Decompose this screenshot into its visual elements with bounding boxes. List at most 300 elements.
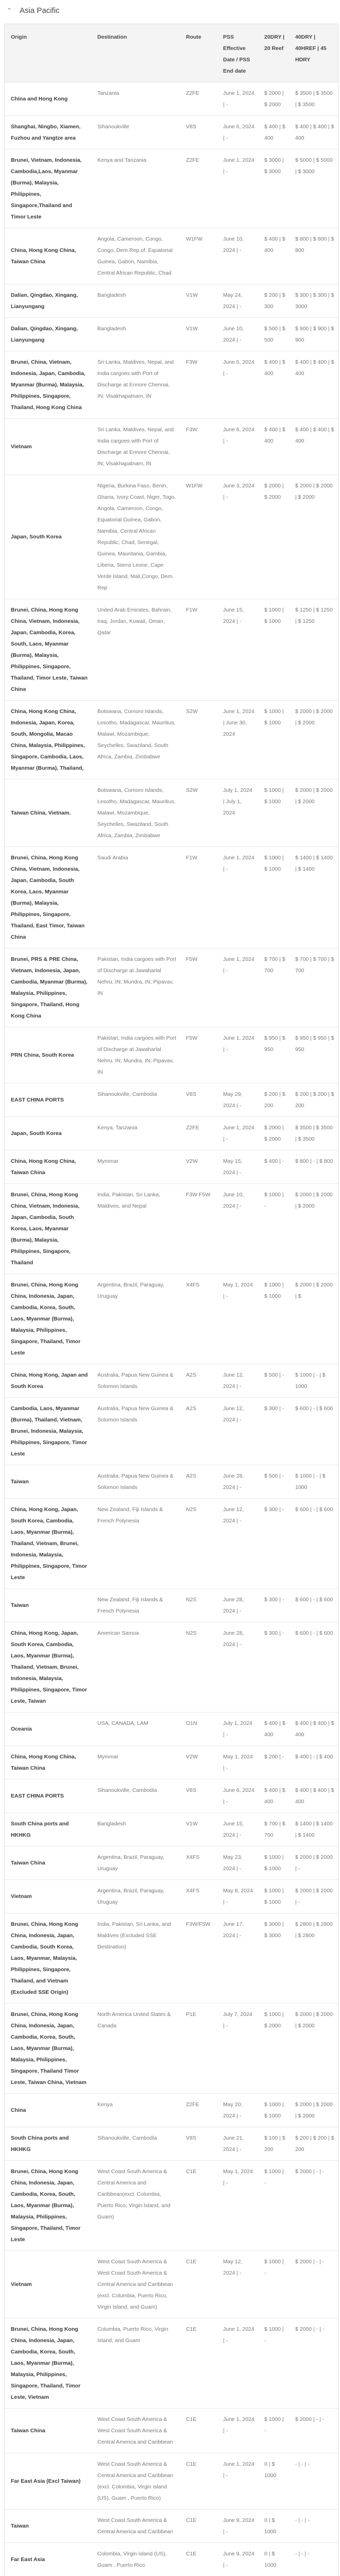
- cell-20dry: $ 300 | -: [258, 1499, 289, 1589]
- cell-20dry: $ 1000 | $ 2000: [258, 2004, 289, 2094]
- cell-route: A2S: [180, 1398, 217, 1465]
- cell-destination: Mymmar: [91, 1150, 180, 1184]
- cell-origin: Far East Asia: [5, 2543, 91, 2576]
- table-row: [5, 1746, 338, 1780]
- table-row: [5, 2094, 338, 2127]
- cell-destination: Argentina, Brazil, Paraguay, Uruguay: [91, 1846, 180, 1880]
- cell-route: F1W: [180, 847, 217, 948]
- cell-effective-date: May 20, 2024 | -: [217, 2094, 258, 2127]
- cell-destination: Columbia, Puerto Rico, Virgin Island, and Guam: [91, 2318, 180, 2409]
- cell-effective-date: May 29, 2024 | -: [217, 1083, 258, 1117]
- cell-route: V2W: [180, 1746, 217, 1780]
- cell-destination: Sihanoukville: [91, 116, 180, 149]
- cell-20dry: $ 400 | $ 400: [258, 116, 289, 149]
- cell-20dry: $ 400 | -: [258, 1150, 289, 1184]
- cell-40dry: $ 2000 | - | -: [289, 2409, 338, 2453]
- cell-40dry: $ 600 | - | $ 600: [289, 1499, 338, 1589]
- cell-route: F5W: [180, 948, 217, 1027]
- cell-effective-date: July 1, 2024 | July 1, 2024: [217, 779, 258, 847]
- cell-20dry: $ 2000 | $ 2000: [258, 475, 289, 599]
- cell-effective-date: June 6, 2024 | -: [217, 1780, 258, 1813]
- cell-destination: New Zealand, Fiji Islands & French Polynesia: [91, 1589, 180, 1622]
- cell-destination: Mymmar: [91, 1746, 180, 1780]
- cell-20dry: $ 100 | $ 200: [258, 2127, 289, 2161]
- cell-40dry: $ 2000 | $ 2000 | -: [289, 1880, 338, 1913]
- cell-origin: Taiwan China: [5, 2409, 91, 2453]
- cell-40dry: $ 400 | - | $ 400: [289, 1746, 338, 1780]
- cell-20dry: $ 400 | $ 400: [258, 419, 289, 475]
- cell-route: O1N: [180, 1713, 217, 1746]
- table-row: [5, 1622, 338, 1713]
- cell-40dry: $ 600 | - | $ 600: [289, 1622, 338, 1713]
- cell-effective-date: June 1, 2024 | -: [217, 847, 258, 948]
- cell-destination: Australia, Papua New Guinea & Solomon Islands: [91, 1465, 180, 1499]
- cell-route: F3W/F5W: [180, 1913, 217, 2004]
- cell-route: V8S: [180, 1780, 217, 1813]
- cell-40dry: $ 800 | - | $ 800: [289, 1150, 338, 1184]
- cell-20dry: $ 400 | $ 400: [258, 351, 289, 419]
- cell-20dry: $ 1000 | $ 1000: [258, 1846, 289, 1880]
- cell-effective-date: July 7, 2024 | -: [217, 2004, 258, 2094]
- cell-20dry: $ 500 | -: [258, 1364, 289, 1398]
- cell-40dry: $ 200 | $ 200 | $ 200: [289, 1083, 338, 1117]
- cell-40dry: $ 2000 | - | -: [289, 2251, 338, 2318]
- header-40dry: 40DRY | 40HREF | 45 HDRY: [289, 24, 338, 82]
- cell-origin: Dalian, Qingdao, Xingang, Lianyungang: [5, 284, 91, 318]
- cell-origin: Brunei, China, Hong Kong China, Indonesia, Japan, Cambodia, Korea, South, Laos, Myanmar (Burma), Malaysia, Philippines, Singapore, Thailand, Timor Leste, Vietnam: [5, 2318, 91, 2409]
- section-title: Asia Pacific: [20, 6, 60, 15]
- cell-origin: Taiwan China: [5, 1846, 91, 1880]
- cell-destination: American Samoa: [91, 1622, 180, 1713]
- cell-route: S2W: [180, 701, 217, 779]
- cell-origin: Japan, South Korea: [5, 475, 91, 599]
- cell-40dry: $ 2000 | $ 2000 | $ 2000: [289, 2004, 338, 2094]
- cell-20dry: $ 200 | $ 300: [258, 284, 289, 318]
- table-row: [5, 1465, 338, 1499]
- cell-40dry: $ 2800 | $ 2800 | $ 2800: [289, 1913, 338, 2004]
- cell-40dry: $ 400 | $ 400 | $ 400: [289, 1713, 338, 1746]
- cell-origin: Brunei, China, Hong Kong China, Indonesia, Japan, Cambodia, Korea, South, Laos, Myanmar (Burma), Malaysia, Philippines, Singapore, Thailand, Timor Leste: [5, 1274, 91, 1364]
- cell-effective-date: June 10, 2024 | -: [217, 228, 258, 284]
- cell-route: V1W: [180, 284, 217, 318]
- cell-route: S2W: [180, 779, 217, 847]
- cell-effective-date: June 3, 2024 | -: [217, 475, 258, 599]
- cell-destination: USA, CANADA, LAM: [91, 1713, 180, 1746]
- cell-origin: China: [5, 2094, 91, 2127]
- cell-20dry: $ 1000 | $ 1000: [258, 1274, 289, 1364]
- table-row: [5, 82, 338, 116]
- cell-effective-date: June 1, 2024 | -: [217, 948, 258, 1027]
- cell-destination: Angola, Cameroon, Congo, Congo, Dem.Rep.of, Equatorial Guinea, Gabon, Namibia, Central African Republic, Chad: [91, 228, 180, 284]
- cell-effective-date: June 1, 2024 | -: [217, 82, 258, 116]
- cell-20dry: $ 1000 | -: [258, 1184, 289, 1274]
- cell-destination: India, Pakistan, Sri Lanka, Maldives, and Nepal: [91, 1184, 180, 1274]
- table-row: [5, 475, 338, 599]
- cell-effective-date: June 10, 2024 | -: [217, 1184, 258, 1274]
- cell-20dry: $ 3000 | $ 3000: [258, 149, 289, 228]
- cell-origin: Oceania: [5, 1713, 91, 1746]
- cell-20dry: $ 3000 | $ 3000: [258, 1913, 289, 2004]
- cell-origin: Brunei, China, Vietnam, Indonesia, Japan, Cambodia, Myanmar (Burma), Malaysia, Philippines, Singapore, Thailand, Hong Kong China: [5, 351, 91, 419]
- cell-destination: Botswana, Comoro Islands, Lesotho, Madagascar, Mauritius, Malawi, Mozambique, Seychelles, Swaziland, South Africa, Zambia, Zimbabwe: [91, 779, 180, 847]
- cell-route: C1E: [180, 2318, 217, 2409]
- cell-route: A2S: [180, 1364, 217, 1398]
- table-body: [5, 82, 338, 2576]
- cell-route: X4FS: [180, 1880, 217, 1913]
- cell-destination: Sihanoukville, Cambodia: [91, 1083, 180, 1117]
- cell-40dry: $ 600 | - | $ 600: [289, 1398, 338, 1465]
- cell-40dry: $ 2000 | $ 2000 | $ 2000: [289, 779, 338, 847]
- cell-40dry: $ 400 | $ 400 | $ 400: [289, 351, 338, 419]
- cell-route: X4FS: [180, 1274, 217, 1364]
- cell-destination: Pakistan, India cargoes with Port of Discharge at Jawaharlal Nehru, IN; Mundra, IN; Pipavav, IN: [91, 948, 180, 1027]
- cell-40dry: $ 1000 | - | $ 1000: [289, 1364, 338, 1398]
- table-row: [5, 1713, 338, 1746]
- cell-effective-date: May 15, 2024 | -: [217, 1150, 258, 1184]
- table-row: [5, 1813, 338, 1846]
- cell-origin: China, Hong Kong China, Indonesia, Japan, Korea, South, Mongolia, Macao China, Malaysia, Philippines, Singapore, Cambodia, Laos, Myanmar (Burma), Thailand,: [5, 701, 91, 779]
- cell-route: C1E: [180, 2409, 217, 2453]
- table-row: [5, 1780, 338, 1813]
- table-row: [5, 2409, 338, 2453]
- cell-20dry: $ 400 | $ 400: [258, 1780, 289, 1813]
- section-header-asia-pacific[interactable]: [0, 0, 340, 21]
- cell-destination: West Coast South America & West Coast South America & Central America and Caribbean: [91, 2409, 180, 2453]
- cell-origin: Vietnam: [5, 2251, 91, 2318]
- cell-effective-date: June 12, 2024 | -: [217, 1499, 258, 1589]
- table-row: [5, 228, 338, 284]
- cell-origin: China, Hong Kong, Japan, South Korea, Cambodia, Laos, Myanmar (Burma), Thailand, Vietnam, Brunei, Indonesia, Malaysia, Philippines, Singapore, Timor Leste: [5, 1499, 91, 1589]
- cell-40dry: $ 3500 | $ 3500 | $ 3500: [289, 1117, 338, 1150]
- cell-route: C1E: [180, 2543, 217, 2576]
- cell-effective-date: June 17, 2024 | -: [217, 1913, 258, 2004]
- cell-effective-date: June 9, 2024 | -: [217, 2510, 258, 2543]
- cell-40dry: $ 2000 | $ 2000 | $ 2000: [289, 475, 338, 599]
- table-row: [5, 1589, 338, 1622]
- cell-40dry: - | - | -: [289, 2453, 338, 2510]
- cell-destination: Sri Lanka, Maldives, Nepal, and India cargoes with Port of Discharge at Ennore Chennai, IN; Visakhapatnam, IN: [91, 351, 180, 419]
- cell-20dry: $ 1000 | $ 1000: [258, 1880, 289, 1913]
- table-row: [5, 948, 338, 1027]
- cell-20dry: $ 1000 | -: [258, 2318, 289, 2409]
- cell-origin: PRN China, South Korea: [5, 1027, 91, 1083]
- table-row: [5, 1150, 338, 1184]
- cell-20dry: $ 500 | $ 500: [258, 318, 289, 351]
- cell-origin: Taiwan: [5, 1465, 91, 1499]
- cell-effective-date: May 1, 2024 | -: [217, 1746, 258, 1780]
- cell-effective-date: June 28, 2024 | -: [217, 1465, 258, 1499]
- table-row: [5, 318, 338, 351]
- cell-40dry: $ 300 | $ 300 | $ 3000: [289, 284, 338, 318]
- cell-origin: China, Hong Kong China, Taiwan China: [5, 1150, 91, 1184]
- cell-20dry: $ 500 | -: [258, 1465, 289, 1499]
- cell-effective-date: June 6, 2024 | -: [217, 116, 258, 149]
- cell-effective-date: June 9, 2024 | -: [217, 2543, 258, 2576]
- cell-20dry: $ 200 | -: [258, 1746, 289, 1780]
- cell-route: X4FS: [180, 1846, 217, 1880]
- cell-origin: China, Hong Kong, Japan, South Korea, Cambodia, Laos, Myanmar (Burma), Thailand, Vietnam, Brunei, Indonesia, Malaysia, Philippines, Singapore, Timor Leste, Taiwan: [5, 1622, 91, 1713]
- cell-route: V1W: [180, 318, 217, 351]
- cell-40dry: $ 5000 | $ 5000 | $ 3000: [289, 149, 338, 228]
- cell-effective-date: June 1, 2024 | -: [217, 149, 258, 228]
- table-row: [5, 1364, 338, 1398]
- cell-20dry: 0 | $ 1000: [258, 2543, 289, 2576]
- cell-40dry: $ 800 | $ 800 | $ 800: [289, 228, 338, 284]
- header-20dry: 20DRY | 20 Reef: [258, 24, 289, 82]
- cell-effective-date: June 1, 2024 | -: [217, 2318, 258, 2409]
- cell-origin: Vietnam: [5, 1880, 91, 1913]
- table-row: [5, 149, 338, 228]
- cell-route: C1E: [180, 2161, 217, 2251]
- cell-destination: Sihanoukville, Cambodia: [91, 1780, 180, 1813]
- cell-effective-date: May 23, 2024 | -: [217, 1846, 258, 1880]
- cell-origin: China, Hong Kong China, Taiwan China: [5, 228, 91, 284]
- cell-effective-date: June 6, 2024 | -: [217, 419, 258, 475]
- table-row: [5, 2251, 338, 2318]
- cell-40dry: $ 2000 | $ 2000 | $: [289, 1274, 338, 1364]
- table-row: [5, 599, 338, 701]
- cell-route: Z2FE: [180, 149, 217, 228]
- cell-20dry: $ 1000 | $ 1000: [258, 2094, 289, 2127]
- cell-effective-date: June 1, 2024 | -: [217, 1027, 258, 1083]
- cell-40dry: $ 200 | $ 200 | $ 200: [289, 2127, 338, 2161]
- cell-route: V8S: [180, 1083, 217, 1117]
- cell-40dry: - | - | -: [289, 2510, 338, 2543]
- cell-20dry: $ 1000 | -: [258, 2251, 289, 2318]
- cell-40dry: $ 2000 | - | -: [289, 2161, 338, 2251]
- table-row: [5, 1499, 338, 1589]
- cell-destination: West Coast South America & Central America and Caribbean: [91, 2510, 180, 2543]
- cell-20dry: $ 400 | $ 400: [258, 228, 289, 284]
- cell-destination: Sihanoukville, Cambodia: [91, 2127, 180, 2161]
- cell-destination: Kenya and Tanzania: [91, 149, 180, 228]
- table-row: [5, 2543, 338, 2576]
- cell-destination: Kenya: [91, 2094, 180, 2127]
- cell-20dry: $ 300 | -: [258, 1622, 289, 1713]
- cell-40dry: $ 2000 | - | -: [289, 2318, 338, 2409]
- cell-route: Z2FE: [180, 2094, 217, 2127]
- cell-40dry: $ 3500 | $ 3500 | $ 3500: [289, 82, 338, 116]
- chevron-up-icon[interactable]: ⌃: [7, 7, 12, 13]
- table-row: [5, 2318, 338, 2409]
- header-destination: Destination: [91, 24, 180, 82]
- header-origin: Origin: [5, 24, 91, 82]
- cell-origin: Taiwan: [5, 2510, 91, 2543]
- cell-40dry: $ 400 | $ 400 | $ 400: [289, 1780, 338, 1813]
- cell-20dry: $ 200 | $ 200: [258, 1083, 289, 1117]
- cell-effective-date: May 1, 2024 | -: [217, 2161, 258, 2251]
- cell-route: Z2FE: [180, 1117, 217, 1150]
- cell-destination: West Coast South America & Central America and Caribbean(excl. Columbia, Puerto Rico, Virgin Island, and Guam): [91, 2161, 180, 2251]
- table-header: [5, 24, 338, 82]
- table-row: [5, 1846, 338, 1880]
- surcharge-table: [5, 24, 338, 2576]
- cell-route: F3W F5W: [180, 1184, 217, 1274]
- cell-20dry: $ 1000 | -: [258, 2161, 289, 2251]
- cell-effective-date: June 28, 2024 | -: [217, 1622, 258, 1713]
- cell-40dry: $ 950 | $ 950 | $ 950: [289, 1027, 338, 1083]
- table-row: [5, 1117, 338, 1150]
- cell-20dry: 0 | $ 1000: [258, 2510, 289, 2543]
- cell-origin: Brunei, China, Hong Kong China, Indonesia, Japan, Cambodia, South Korea, Laos, Myanmar, Malaysia, Philippines, Singapore, Thailand, and Vietnam (Excluded SSE Origin): [5, 1913, 91, 2004]
- cell-effective-date: June 1, 2024 | -: [217, 2453, 258, 2510]
- cell-destination: Bangladesh: [91, 284, 180, 318]
- cell-effective-date: May 8, 2024 | -: [217, 1880, 258, 1913]
- cell-destination: Sri Lanka, Maldives, Nepal, and India cargoes with Port of Discharge at Ennore Chennai, IN; Visakhapatnam, IN: [91, 419, 180, 475]
- cell-destination: Colombia, Virgin island (US), Guam , Puerto Rico: [91, 2543, 180, 2576]
- cell-effective-date: June 1, 2024 | -: [217, 1117, 258, 1150]
- header-route: Route: [180, 24, 217, 82]
- cell-origin: Brunei, China, Hong Kong China, Vietnam, Indonesia, Japan, Cambodia, Korea, South, Laos, Myanmar (Burma), Malaysia, Philippines, Singapore, Thailand, Timor Leste, Taiwan China: [5, 599, 91, 701]
- cell-effective-date: June 15, 2024 | -: [217, 1813, 258, 1846]
- cell-destination: North America United States & Canada: [91, 2004, 180, 2094]
- cell-effective-date: May 1, 2024 | -: [217, 1274, 258, 1364]
- cell-origin: Brunei, China, Hong Kong China, Vietnam, Indonesia, Japan, Cambodia, South Korea, Laos, Myanmar (Burma), Malaysia, Philippines, Singapore, Thailand, East Timor, Taiwan China: [5, 847, 91, 948]
- table-row: [5, 1398, 338, 1465]
- table-row: [5, 1880, 338, 1913]
- cell-route: C1E: [180, 2510, 217, 2543]
- cell-40dry: $ 2000 | $ 2000 | $ 2000: [289, 2094, 338, 2127]
- cell-destination: Pakistan, India cargoes with Port of Discharge at Jawaharlal Nehru, IN; Mundra, IN; Pipavav, IN: [91, 1027, 180, 1083]
- cell-origin: China, Hong Kong, Japan and South Korea: [5, 1364, 91, 1398]
- cell-effective-date: June 10, 2024 | -: [217, 318, 258, 351]
- cell-origin: Brunei, China, Hong Kong China, Indonesia, Japan, Cambodia, Korea, South, Laos, Myanmar (Burma), Malaysia, Philippines, Singapore, Thailand, Timor Leste: [5, 2161, 91, 2251]
- cell-origin: Taiwan: [5, 1589, 91, 1622]
- cell-origin: Vietnam: [5, 419, 91, 475]
- cell-40dry: $ 2000 | $ 2000 | -: [289, 1846, 338, 1880]
- table-row: [5, 1083, 338, 1117]
- cell-destination: Botswana, Comoro Islands, Lesotho, Madagascar, Mauritius, Malawi, Mozambique, Seychelles, Swaziland, South Africa, Zambia, Zimbabwe: [91, 701, 180, 779]
- cell-effective-date: June 5, 2024 | -: [217, 351, 258, 419]
- surcharge-table-container: [4, 24, 338, 2576]
- cell-destination: New Zealand, Fiji Islands & French Polynesia: [91, 1499, 180, 1589]
- cell-40dry: $ 1000 | - | $ 1000: [289, 1465, 338, 1499]
- table-row: [5, 1184, 338, 1274]
- cell-destination: Australia, Papua New Guinea & Solomon Islands: [91, 1364, 180, 1398]
- cell-20dry: $ 1000 | $ 1000: [258, 599, 289, 701]
- cell-origin: South China ports and HKHKG: [5, 2127, 91, 2161]
- cell-route: Z2FE: [180, 82, 217, 116]
- cell-20dry: $ 400 | $ 400: [258, 1713, 289, 1746]
- table-row: [5, 1027, 338, 1083]
- cell-origin: EAST CHINA PORTS: [5, 1083, 91, 1117]
- cell-origin: Far East Asia (Excl Taiwan): [5, 2453, 91, 2510]
- table-row: [5, 351, 338, 419]
- cell-route: F3W: [180, 351, 217, 419]
- cell-effective-date: June 12, 2024 | -: [217, 1364, 258, 1398]
- cell-20dry: $ 1000 | -: [258, 2409, 289, 2453]
- cell-destination: Tanzania: [91, 82, 180, 116]
- cell-20dry: 0 | $ 1000: [258, 2453, 289, 2510]
- cell-destination: Argentina, Brazil, Paraguay, Uruguay: [91, 1274, 180, 1364]
- cell-effective-date: May 12, 2024 | -: [217, 2251, 258, 2318]
- cell-origin: Japan, South Korea: [5, 1117, 91, 1150]
- table-row: [5, 2510, 338, 2543]
- table-row: [5, 284, 338, 318]
- cell-20dry: $ 1000 | $ 1000: [258, 779, 289, 847]
- cell-origin: EAST CHINA PORTS: [5, 1780, 91, 1813]
- table-row: [5, 2004, 338, 2094]
- cell-40dry: $ 400 | $ 400 | $ 400: [289, 116, 338, 149]
- cell-40dry: - | - | -: [289, 2543, 338, 2576]
- table-row: [5, 701, 338, 779]
- cell-40dry: $ 600 | - | $ 600: [289, 1589, 338, 1622]
- cell-origin: Dalian, Qingdao, Xingang, Lianyungang: [5, 318, 91, 351]
- cell-20dry: $ 2000 | $ 2000: [258, 1117, 289, 1150]
- cell-destination: Australia, Papua New Guinea & Solomon Islands: [91, 1398, 180, 1465]
- cell-route: F5W: [180, 1027, 217, 1083]
- cell-route: V1W: [180, 1813, 217, 1846]
- cell-40dry: $ 400 | $ 400 | $ 400: [289, 419, 338, 475]
- cell-20dry: $ 950 | $ 950: [258, 1027, 289, 1083]
- cell-20dry: $ 1000 | $ 1000: [258, 847, 289, 948]
- cell-20dry: $ 300 | -: [258, 1589, 289, 1622]
- cell-effective-date: June 21, 2024 | -: [217, 2127, 258, 2161]
- table-row: [5, 2161, 338, 2251]
- cell-route: C1E: [180, 2251, 217, 2318]
- table-row: [5, 1913, 338, 2004]
- cell-40dry: $ 1400 | $ 1400 | $ 1400: [289, 1813, 338, 1846]
- cell-route: C1E: [180, 2453, 217, 2510]
- cell-origin: Shanghai, Ningbo, Xiamen, Fuzhou and Yangtze area: [5, 116, 91, 149]
- cell-effective-date: June 12, 2024 | -: [217, 1398, 258, 1465]
- cell-40dry: $ 2000 | $ 2000 | $ 2000: [289, 701, 338, 779]
- cell-20dry: $ 700 | $ 700: [258, 948, 289, 1027]
- table-row: [5, 116, 338, 149]
- cell-route: V2W: [180, 1150, 217, 1184]
- cell-40dry: $ 1400 | $ 1400 | $ 1400: [289, 847, 338, 948]
- cell-40dry: $ 2000 | $ 2000 | $ 2000: [289, 1184, 338, 1274]
- cell-origin: China and Hong Kong: [5, 82, 91, 116]
- cell-destination: Saudi Arabia: [91, 847, 180, 948]
- cell-destination: Bangladesh: [91, 318, 180, 351]
- cell-origin: Taiwan China, Vietnam.: [5, 779, 91, 847]
- cell-effective-date: June 15, 2024 | -: [217, 599, 258, 701]
- cell-40dry: $ 900 | $ 900 | $ 900: [289, 318, 338, 351]
- table-row: [5, 779, 338, 847]
- cell-route: F1W: [180, 599, 217, 701]
- cell-destination: Nigeria, Burkina Faso, Benin, Ghana, Ivory Coast, Niger, Togo, Angola, Cameroon, Congo, Equatorial Guinea, Gabon, Namibia, Central African Republic, Chad, Senegal, Guinea, Mauritania, Gambia, Liberia, Sierra Leone, Cape Verde Island, Mali,Congo, Dem. Rep: [91, 475, 180, 599]
- cell-origin: Brunei, China, Hong Kong China, Indonesia, Japan, Cambodia, Korea, South, Laos, Myanmar (Burma), Malaysia, Philippines, Singapore, Thailand Timor Leste, Taiwan China, Vietnam: [5, 2004, 91, 2094]
- cell-origin: China, Hong Kong China, Taiwan China: [5, 1746, 91, 1780]
- cell-route: V8S: [180, 2127, 217, 2161]
- cell-route: N2S: [180, 1589, 217, 1622]
- cell-effective-date: June 1, 2024 | June 30, 2024: [217, 701, 258, 779]
- header-effective-date: PSS Effective Date / PSS End date: [217, 24, 258, 82]
- cell-origin: Brunei, PRS & PRE China, Vietnam, Indonesia, Japan, Cambodia, Myanmar (Burma), Malaysia, Philippines, Singapore, Thailand, Hong Kong China: [5, 948, 91, 1027]
- cell-route: A2S: [180, 1465, 217, 1499]
- cell-route: V8S: [180, 116, 217, 149]
- cell-destination: West Coast South America & Central America and Caribbean (excl. Colombia, Virgin island (US), Guam , Puerto Rico): [91, 2453, 180, 2510]
- cell-origin: Brunei, China, Hong Kong China, Vietnam, Indonesia, Japan, Cambodia, South Korea, Laos, Myanmar (Burma), Malaysia, Philippines, Singapore, Thailand: [5, 1184, 91, 1274]
- cell-route: N2S: [180, 1499, 217, 1589]
- table-row: [5, 847, 338, 948]
- cell-destination: Argentina, Brazil, Paraguay, Uruguay: [91, 1880, 180, 1913]
- cell-20dry: $ 300 | -: [258, 1398, 289, 1465]
- cell-destination: Kenya, Tanzania: [91, 1117, 180, 1150]
- cell-40dry: $ 1250 | $ 1250 | $ 1250: [289, 599, 338, 701]
- cell-effective-date: May 24, 2024 | -: [217, 284, 258, 318]
- cell-effective-date: June 28, 2024 | -: [217, 1589, 258, 1622]
- cell-20dry: $ 2000 | $ 2000: [258, 82, 289, 116]
- cell-effective-date: July 1, 2024 | -: [217, 1713, 258, 1746]
- cell-origin: South China ports and HKHKG: [5, 1813, 91, 1846]
- cell-20dry: $ 700 | $ 700: [258, 1813, 289, 1846]
- cell-destination: India, Pakistan, Sri Lanka, and Maldives (Excluded SSE Destination): [91, 1913, 180, 2004]
- cell-route: W1FW: [180, 228, 217, 284]
- cell-destination: United Arab Emirates, Bahrain, Iraq, Jordan, Kuwait, Oman, Qatar: [91, 599, 180, 701]
- cell-route: F3W: [180, 419, 217, 475]
